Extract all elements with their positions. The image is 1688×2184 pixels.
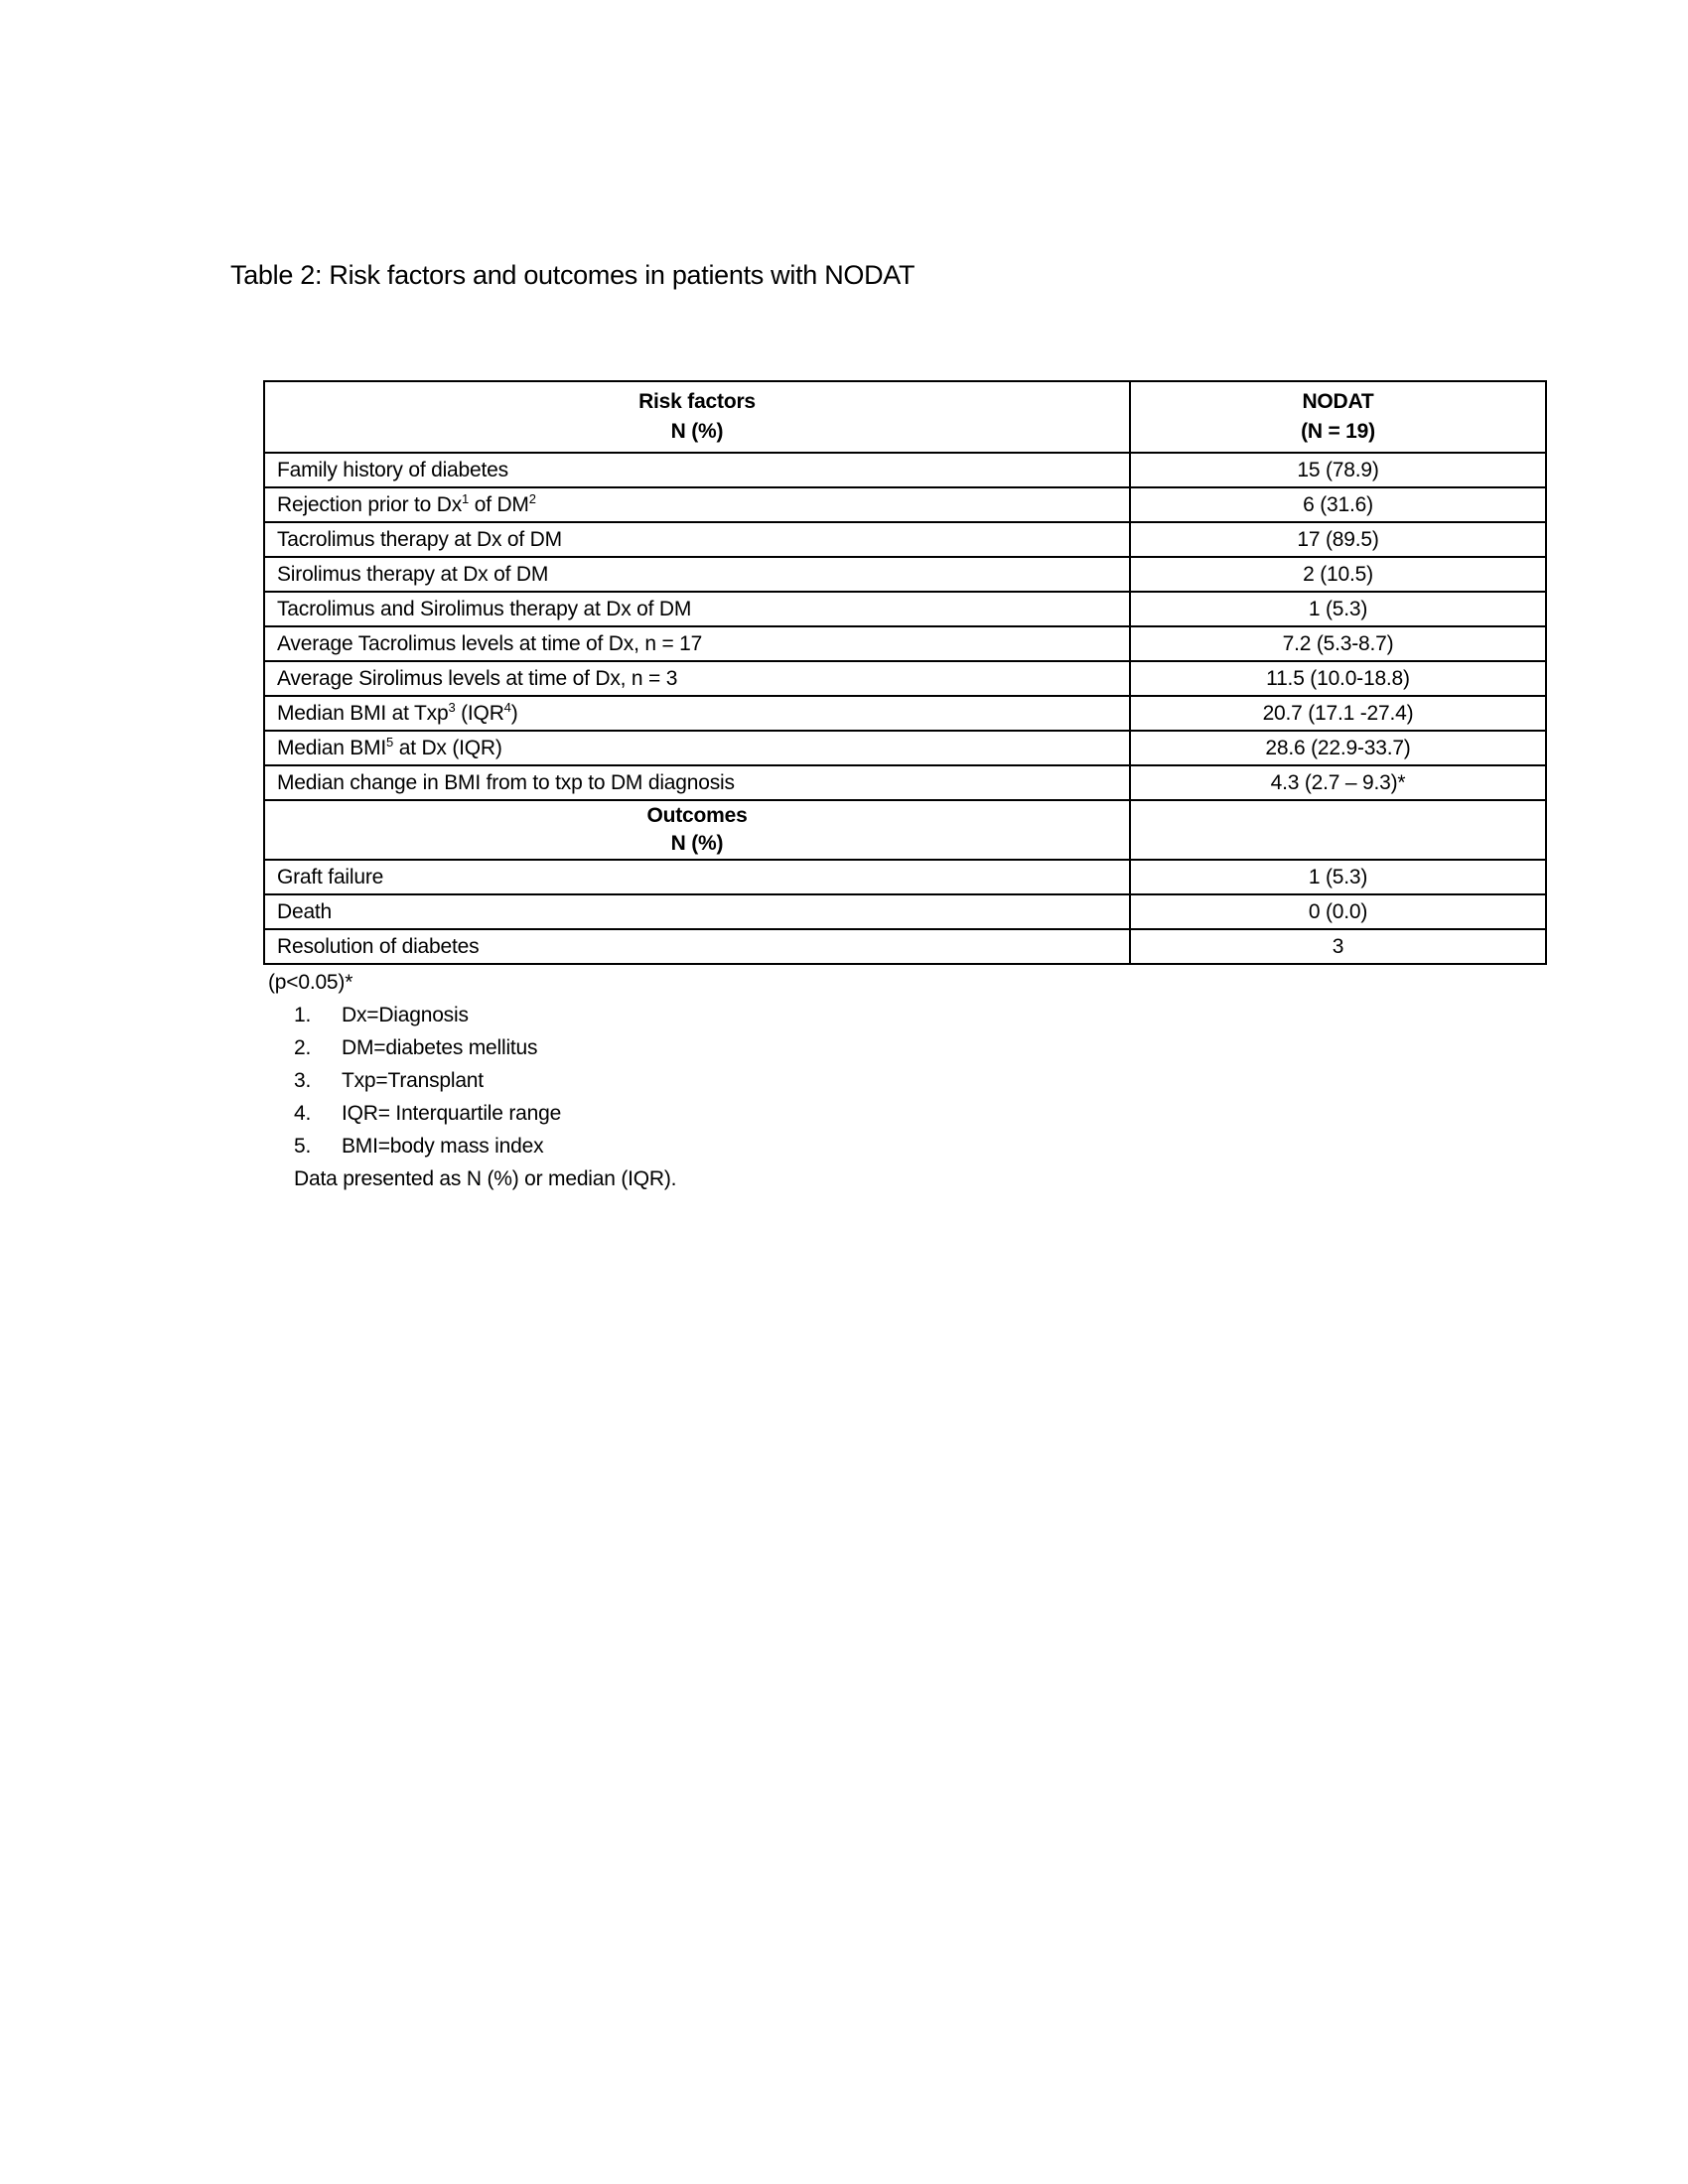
- table-row: [264, 557, 1546, 592]
- row-label: Rejection prior to Dx$^1$ of $DM^2$: [264, 487, 1130, 522]
- footnote-item: 4. IQR= Interquartile range: [294, 1102, 562, 1125]
- table-row: [264, 765, 1546, 800]
- row-value: 20.7 (17.1 -27.4): [1130, 696, 1546, 731]
- table-row: [264, 522, 1546, 557]
- footnote-item: 3. Txp=Transplant: [294, 1069, 484, 1092]
- table-row: [264, 929, 1546, 964]
- row-label: Median BMI$^5$ at Dx (IQR): [264, 731, 1130, 765]
- footnote-ref: 5: [386, 735, 394, 750]
- row-label: Sirolimus therapy at Dx of DM: [264, 557, 1130, 592]
- table-row: [264, 661, 1546, 696]
- footnote-ref: 2: [528, 491, 536, 506]
- header-risk-factors: Risk factors N (%): [264, 381, 1130, 453]
- row-label: Graft failure: [264, 860, 1130, 894]
- table-row: [264, 592, 1546, 626]
- table-row: [264, 453, 1546, 487]
- row-value: 17 (89.5): [1130, 522, 1546, 557]
- significance-note: (p<0.05)*: [268, 971, 353, 994]
- header-nodat: NODAT (N = 19): [1130, 381, 1546, 453]
- footnote-ref: 1: [462, 491, 470, 506]
- footnote-item: 1. Dx=Diagnosis: [294, 1004, 469, 1026]
- row-value: 6 (31.6): [1130, 487, 1546, 522]
- table-row: [264, 487, 1546, 522]
- empty-cell: [1130, 800, 1546, 860]
- row-label: Death: [264, 894, 1130, 929]
- row-value: 3: [1130, 929, 1546, 964]
- row-value: 28.6 (22.9-33.7): [1130, 731, 1546, 765]
- row-value: 1 (5.3): [1130, 592, 1546, 626]
- outcomes-header-row: [264, 800, 1546, 860]
- footnote-ref: 4: [503, 700, 511, 715]
- row-value: 11.5 (10.0-18.8): [1130, 661, 1546, 696]
- table-notes: [268, 971, 676, 1195]
- row-label: Family history of diabetes: [264, 453, 1130, 487]
- risk-factors-table: [263, 380, 1547, 965]
- row-label: Median change in BMI from to txp to DM diagnosis: [264, 765, 1130, 800]
- table-row: [264, 860, 1546, 894]
- table-row: [264, 894, 1546, 929]
- row-label: Average Tacrolimus levels at time of Dx, n = 17: [264, 626, 1130, 661]
- row-value: 7.2 (5.3-8.7): [1130, 626, 1546, 661]
- row-value: 4.3 (2.7 – 9.3)*: [1130, 765, 1546, 800]
- row-label: Median BMI at Txp$^3$ (IQR$^4$): [264, 696, 1130, 731]
- row-label: Tacrolimus therapy at Dx of DM: [264, 522, 1130, 557]
- table-row: [264, 626, 1546, 661]
- row-label: Resolution of diabetes: [264, 929, 1130, 964]
- row-value: 0 (0.0): [1130, 894, 1546, 929]
- data-presentation-note: Data presented as N (%) or median (IQR).: [294, 1167, 677, 1190]
- table-title: Table 2: Risk factors and outcomes in patients with NODAT: [230, 260, 915, 290]
- footnote-item: 2. DM=diabetes mellitus: [294, 1036, 538, 1059]
- row-label: Tacrolimus and Sirolimus therapy at Dx of DM: [264, 592, 1130, 626]
- footnote-list: [268, 999, 676, 1162]
- footnote-item: 5. BMI=body mass index: [294, 1135, 544, 1158]
- row-value: 1 (5.3): [1130, 860, 1546, 894]
- table-row: [264, 696, 1546, 731]
- row-value: 2 (10.5): [1130, 557, 1546, 592]
- header-outcomes: Outcomes N (%): [264, 800, 1130, 860]
- table-row: [264, 731, 1546, 765]
- footnote-ref: 3: [448, 700, 456, 715]
- row-label: Average Sirolimus levels at time of Dx, n = 3: [264, 661, 1130, 696]
- table-header-row: [264, 381, 1546, 453]
- row-value: 15 (78.9): [1130, 453, 1546, 487]
